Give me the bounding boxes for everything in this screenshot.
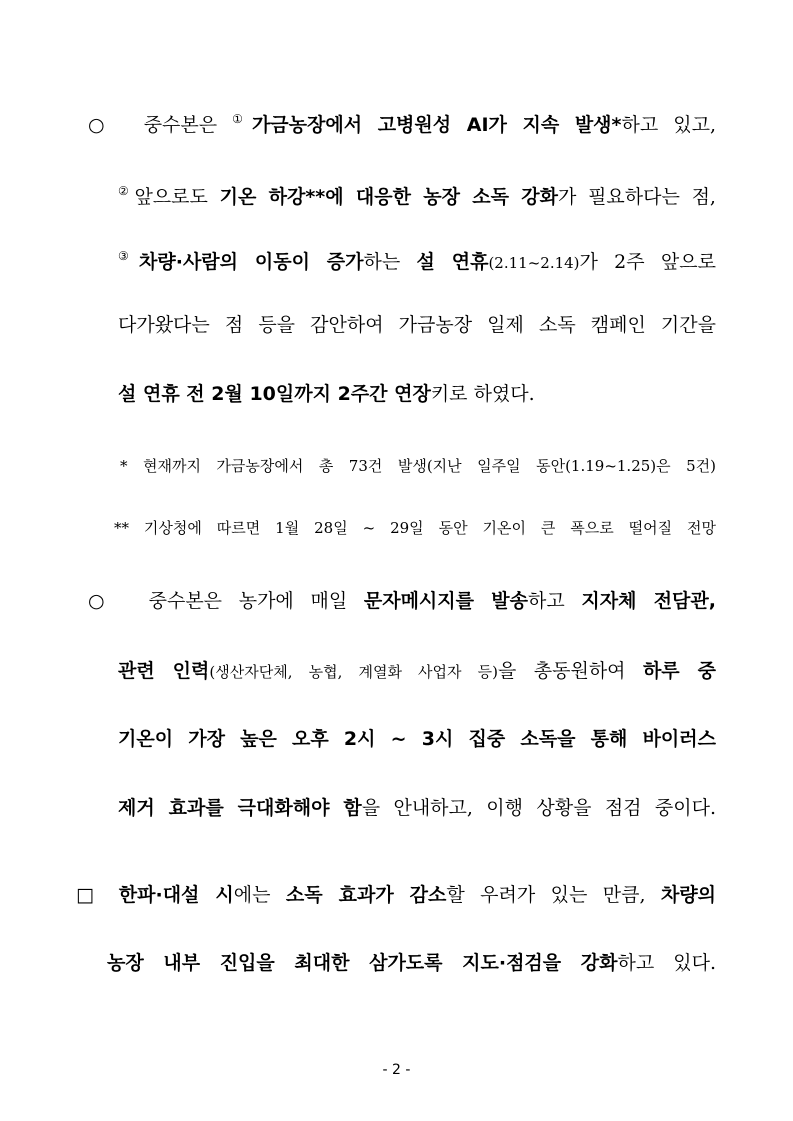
circled-number: ① (232, 112, 252, 126)
bold-text: 소독 효과가 감소 (285, 884, 447, 906)
bullet: ○ (88, 114, 114, 136)
p3-line-1 (76, 882, 716, 908)
circled-number: ② (118, 184, 135, 198)
text: 하고 있고, (621, 114, 716, 136)
text: 하고 (527, 590, 582, 612)
text: 을 총동원하여 (498, 660, 643, 682)
footnote-1: * 현재까지 가금농장에서 총 73건 발생(지난 일주일 동안(1.19~1.25)은 5건) (120, 457, 716, 475)
bold-text: 지자체 전담관, (581, 590, 716, 612)
bold-text: 문자메시지를 발송 (363, 590, 528, 612)
page-number: - 2 - (382, 1062, 411, 1078)
bold-text: 제거 효과를 극대화해야 함 (118, 797, 362, 819)
bold-text: 설 연휴 (416, 251, 489, 273)
p2-line-2 (118, 658, 716, 685)
p1-line-3 (118, 243, 716, 276)
text: 에는 (233, 884, 286, 906)
bullet: ○ (88, 590, 116, 612)
bold-text: 설 연휴 전 2월 10일까지 2주간 연장 (118, 383, 431, 405)
text: 하는 (363, 251, 417, 273)
bold-text: 차량·사람의 이동이 증가 (139, 251, 364, 273)
bold-text: 하루 중 (642, 660, 716, 682)
p2-line-1 (88, 588, 716, 614)
p3-line-2 (107, 950, 716, 976)
text: 할 우려가 있는 만큼, (446, 884, 661, 906)
bold-text: 한파·대설 시 (118, 884, 234, 906)
p1-line-2 (118, 178, 716, 210)
text: 하고 있다. (617, 952, 717, 974)
bold-text: 농장 내부 진입을 최대한 삼가도록 지도·점검을 강화 (107, 952, 618, 974)
p2-line-4 (118, 795, 716, 821)
bold-text: 가금농장에서 고병원성 AI가 지속 발생* (251, 114, 622, 136)
bullet: □ (76, 884, 104, 906)
text: 가 2주 앞으로 (579, 251, 716, 273)
p1-line-5 (118, 381, 535, 407)
bold-text: 기온 하강**에 대응한 농장 소독 강화 (219, 186, 558, 208)
p2-line-3 (118, 726, 716, 752)
text: 앞으로도 (134, 186, 220, 208)
bold-text: 차량의 (660, 884, 717, 906)
parenthetical: (생산자단체, 농협, 계열화 사업자 등) (209, 663, 499, 681)
bold-text: 관련 인력 (118, 660, 210, 682)
date-range: (2.11~2.14) (488, 254, 580, 272)
text: 중수본은 (143, 114, 233, 136)
text: 중수본은 농가에 매일 (148, 590, 364, 612)
p1-line-1 (88, 106, 716, 138)
footnote-2: ** 기상청에 따르면 1월 28일 ~ 29일 동안 기온이 큰 폭으로 떨어질 전망 (114, 519, 716, 537)
bold-text: 기온이 가장 높은 오후 2시 ~ 3시 집중 소독을 통해 바이러스 (118, 728, 716, 750)
text: 을 안내하고, 이행 상황을 점검 중이다. (361, 797, 716, 819)
p1-line-4: 다가왔다는 점 등을 감안하여 가금농장 일제 소독 캠페인 기간을 (118, 314, 716, 336)
text: 키로 하였다. (430, 383, 535, 405)
text: 가 필요하다는 점, (557, 186, 716, 208)
circled-number: ③ (118, 249, 140, 263)
